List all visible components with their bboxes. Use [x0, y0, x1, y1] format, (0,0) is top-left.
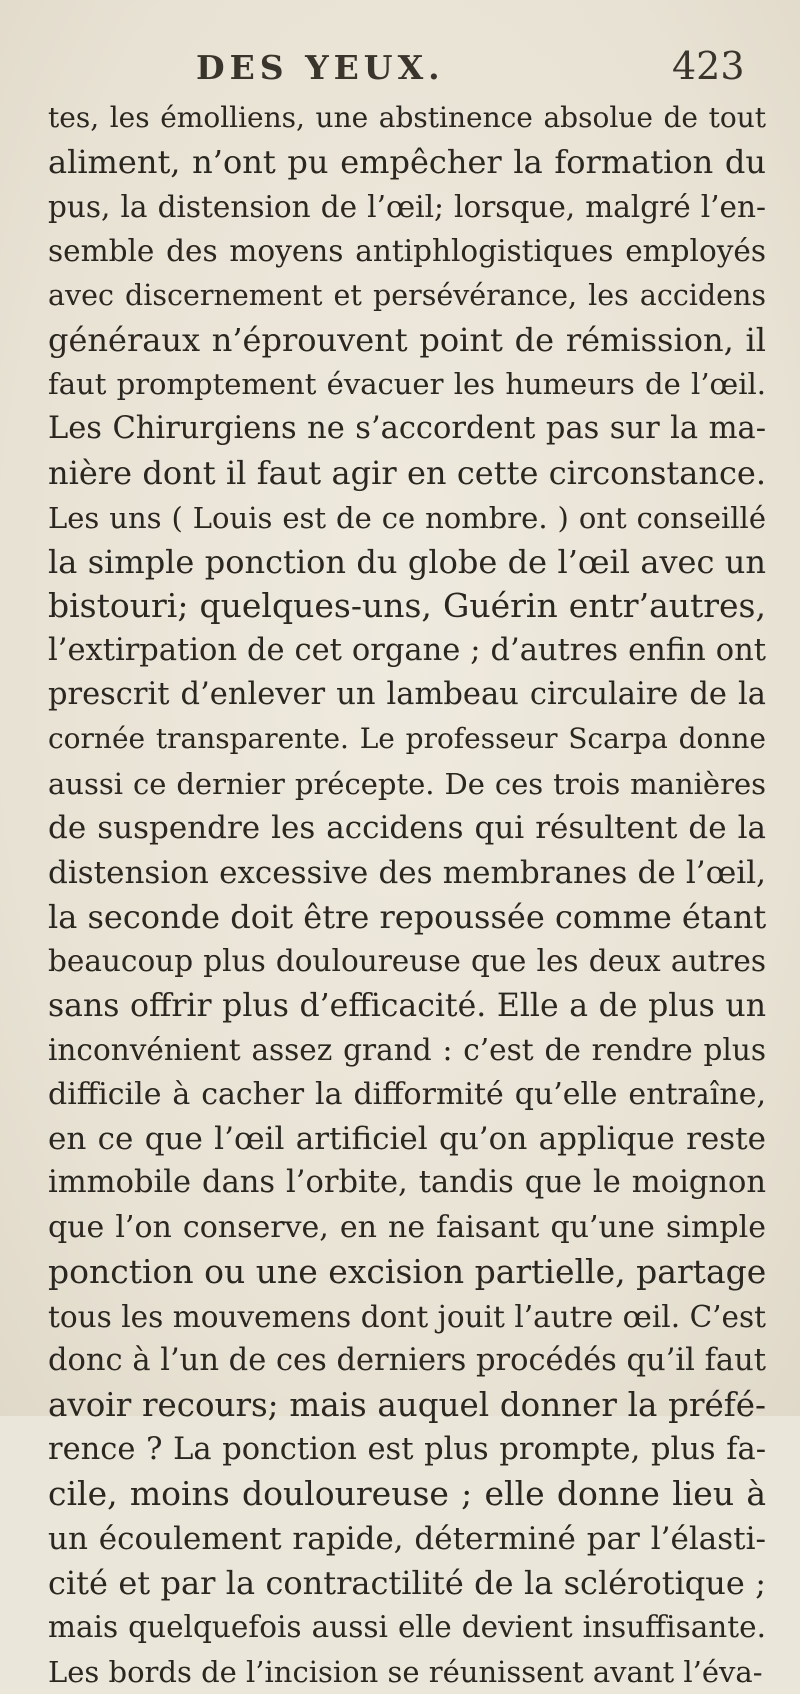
text-line: faut promptement évacuer les humeurs de l’œil.	[48, 367, 766, 402]
text-line: la seconde doit être repoussée comme étant	[48, 898, 767, 937]
text-line: inconvénient assez grand : c’est de rendre plus	[48, 1033, 766, 1068]
body-text	[48, 96, 766, 1694]
text-line: pus, la distension de l’œil; lorsque, malgré l’en-	[48, 189, 766, 224]
text-line: ponction ou une excision partielle, partage	[48, 1252, 767, 1292]
text-line: l’extirpation de cet organe ; d’autres enfin ont	[48, 632, 766, 668]
running-head: DES YEUX.	[196, 48, 445, 87]
text-line: tes, les émolliens, une abstinence absolue de tout	[48, 101, 766, 134]
text-line: bistouri; quelques-uns, Guérin entr’autres,	[48, 586, 766, 626]
text-line: beaucoup plus douloureuse que les deux autres	[48, 944, 766, 979]
text-line: difficile à cacher la difformité qu’elle entraîne,	[48, 1076, 766, 1112]
text-line: tous les mouvemens dont jouit l’autre œil. C’est	[48, 1299, 766, 1334]
text-line: aliment, n’ont pu empêcher la formation du	[48, 143, 766, 182]
text-line: donc à l’un de ces derniers procédés qu’il faut	[48, 1342, 766, 1378]
text-line: Les Chirurgiens ne s’accordent pas sur la ma-	[48, 410, 766, 446]
text-line: de suspendre les accidens qui résultent de la	[48, 810, 766, 847]
text-line: un écoulement rapide, déterminé par l’élasti-	[48, 1520, 766, 1557]
text-line: généraux n’éprouvent point de rémission, il	[48, 320, 766, 359]
text-line: immobile dans l’orbite, tandis que le moignon	[48, 1165, 766, 1201]
text-line: aussi ce dernier précepte. De ces trois manières	[48, 766, 766, 801]
text-line: cité et par la contractilité de la sclérotique ;	[48, 1563, 766, 1602]
page-number: 423	[672, 44, 745, 88]
text-line: rence ? La ponction est plus prompte, plus fa-	[48, 1431, 766, 1467]
text-line: la simple ponction du globe de l’œil avec un	[48, 542, 766, 581]
text-line: prescrit d’enlever un lambeau circulaire de la	[48, 677, 766, 713]
text-line: avoir recours; mais auquel donner la préfé-	[48, 1386, 766, 1425]
text-line: semble des moyens antiphlogistiques employés	[48, 234, 766, 269]
text-line: Les bords de l’incision se réunissent avant l’éva-	[48, 1654, 763, 1689]
text-line: en ce que l’œil artificiel qu’on applique reste	[48, 1120, 766, 1157]
text-line: cornée transparente. Le professeur Scarpa donne	[48, 722, 766, 756]
text-line: avec discernement et persévérance, les accidens	[48, 278, 766, 312]
text-line: nière dont il faut agir en cette circonstance.	[48, 454, 766, 493]
text-line: sans offrir plus d’efficacité. Elle a de plus un	[48, 987, 766, 1024]
text-line: distension excessive des membranes de l’œil,	[48, 854, 766, 891]
page-header	[0, 44, 800, 88]
text-line: que l’on conserve, en ne faisant qu’une simple	[48, 1209, 766, 1245]
text-line: Les uns ( Louis est de ce nombre. ) ont conseillé	[48, 500, 766, 535]
text-line: cile, moins douloureuse ; elle donne lieu à	[48, 1474, 766, 1514]
text-line: mais quelquefois aussi elle devient insuffisante.	[48, 1610, 766, 1645]
